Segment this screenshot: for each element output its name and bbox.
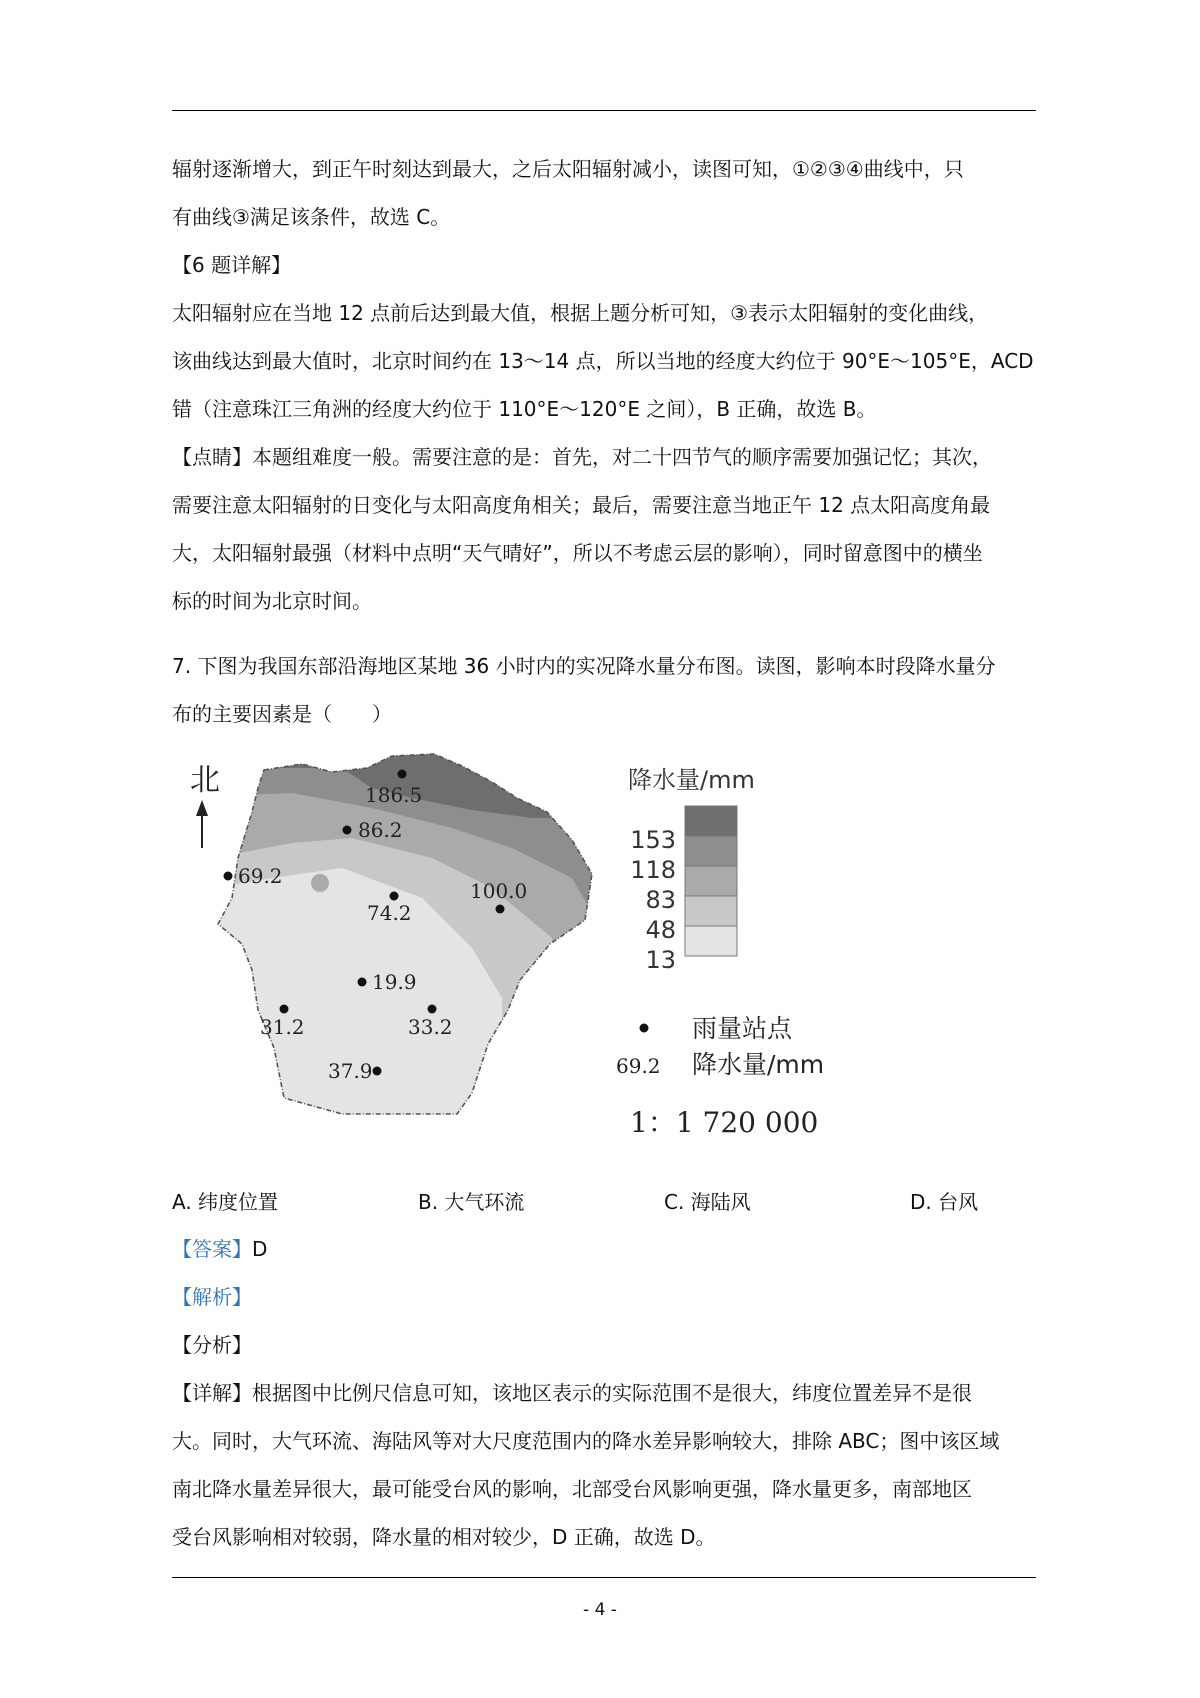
station-value: 74.2 [367, 901, 412, 925]
text-line: 需要注意太阳辐射的日变化与太阳高度角相关；最后，需要注意当地正午 12 点太阳高度角最 [172, 493, 991, 517]
text-line: 大，太阳辐射最强（材料中点明“天气晴好”，所以不考虑云层的影响），同时留意图中的横坐 [172, 541, 983, 565]
option-c: C. 海陆风 [664, 1190, 751, 1214]
station-dot [343, 826, 352, 835]
station-value: 100.0 [470, 879, 528, 903]
legend-swatch [685, 836, 737, 866]
question-text: 7. 下图为我国东部沿海地区某地 36 小时内的实况降水量分布图。读图，影响本时段降水量分 [172, 654, 996, 678]
question-text: 布的主要因素是（ ） [172, 702, 392, 726]
legend-swatch [685, 806, 737, 836]
precipitation-map-figure [172, 748, 832, 1148]
legend-tick: 13 [645, 946, 676, 974]
station-dot [280, 1005, 289, 1014]
legend-title: 降水量/mm [628, 766, 755, 794]
station-value: 186.5 [365, 783, 423, 807]
header-rule [172, 110, 1036, 111]
text-line: 辐射逐渐增大，到正午时刻达到最大，之后太阳辐射减小，读图可知，①②③④曲线中，只 [172, 157, 964, 181]
north-arrow-head [196, 800, 208, 816]
legend-tick: 153 [630, 826, 676, 854]
station-value: 37.9 [328, 1059, 373, 1083]
station-value: 86.2 [358, 818, 403, 842]
station-dot [398, 770, 407, 779]
legend-value-label: 降水量/mm [692, 1050, 825, 1079]
station-dot [224, 872, 233, 881]
legend-station-dot [640, 1024, 649, 1033]
text-line: 错（注意珠江三角洲的经度大约位于 110°E～120°E 之间），B 正确，故选 B。 [172, 397, 877, 421]
legend-swatch [685, 866, 737, 896]
station-dot [496, 905, 505, 914]
option-d: D. 台风 [910, 1190, 979, 1214]
station-dot [373, 1067, 382, 1076]
station-dot [390, 892, 399, 901]
fenxi-tag: 【分析】 [172, 1333, 252, 1357]
text-line: 有曲线③满足该条件，故选 C。 [172, 205, 451, 229]
station-dot [428, 1005, 437, 1014]
text-line: 标的时间为北京时间。 [172, 589, 372, 613]
station-value: 19.9 [372, 970, 417, 994]
answer-line [172, 1235, 267, 1263]
footer-rule [172, 1577, 1036, 1578]
analysis-tag: 【解析】 [172, 1285, 252, 1309]
text-line: 太阳辐射应在当地 12 点前后达到最大值，根据上题分析可知，③表示太阳辐射的变化曲线， [172, 301, 989, 325]
legend-tick: 118 [630, 856, 676, 884]
legend-swatch [685, 926, 737, 956]
option-a: A. 纬度位置 [172, 1190, 279, 1214]
section-heading: 【6 题详解】 [172, 253, 292, 277]
station-dot [358, 978, 367, 987]
detail-line: 受台风影响相对较弱，降水量的相对较少，D 正确，故选 D。 [172, 1525, 716, 1549]
answer-value: D [252, 1237, 268, 1261]
legend-swatches [685, 806, 737, 956]
text-line: 【点睛】本题组难度一般。需要注意的是：首先，对二十四节气的顺序需要加强记忆；其次， [172, 445, 992, 469]
option-b: B. 大气环流 [418, 1190, 525, 1214]
legend-tick: 83 [645, 886, 676, 914]
map-scale: 1：1 720 000 [630, 1106, 819, 1139]
legend-station-label: 雨量站点 [692, 1014, 793, 1043]
detail-line: 大。同时，大气环流、海陆风等对大尺度范围内的降水差异影响较大，排除 ABC；图中该区域 [172, 1429, 1000, 1453]
answer-tag: 【答案】 [172, 1237, 252, 1261]
north-label: 北 [190, 763, 220, 798]
station-value: 31.2 [260, 1015, 305, 1039]
detail-line: 【详解】根据图中比例尺信息可知，该地区表示的实际范围不是很大，纬度位置差异不是很 [172, 1381, 972, 1405]
legend-tick: 48 [645, 916, 676, 944]
text-line: 该曲线达到最大值时，北京时间约在 13～14 点，所以当地的经度大约位于 90°E～105°E，ACD [172, 349, 1034, 373]
station-value: 33.2 [408, 1015, 453, 1039]
detail-line: 南北降水量差异很大，最可能受台风的影响，北部受台风影响更强，降水量更多，南部地区 [172, 1477, 972, 1501]
station-value: 69.2 [238, 864, 283, 888]
page-number: - 4 - [583, 1600, 617, 1620]
legend-swatch [685, 896, 737, 926]
legend-value-example: 69.2 [616, 1054, 661, 1078]
